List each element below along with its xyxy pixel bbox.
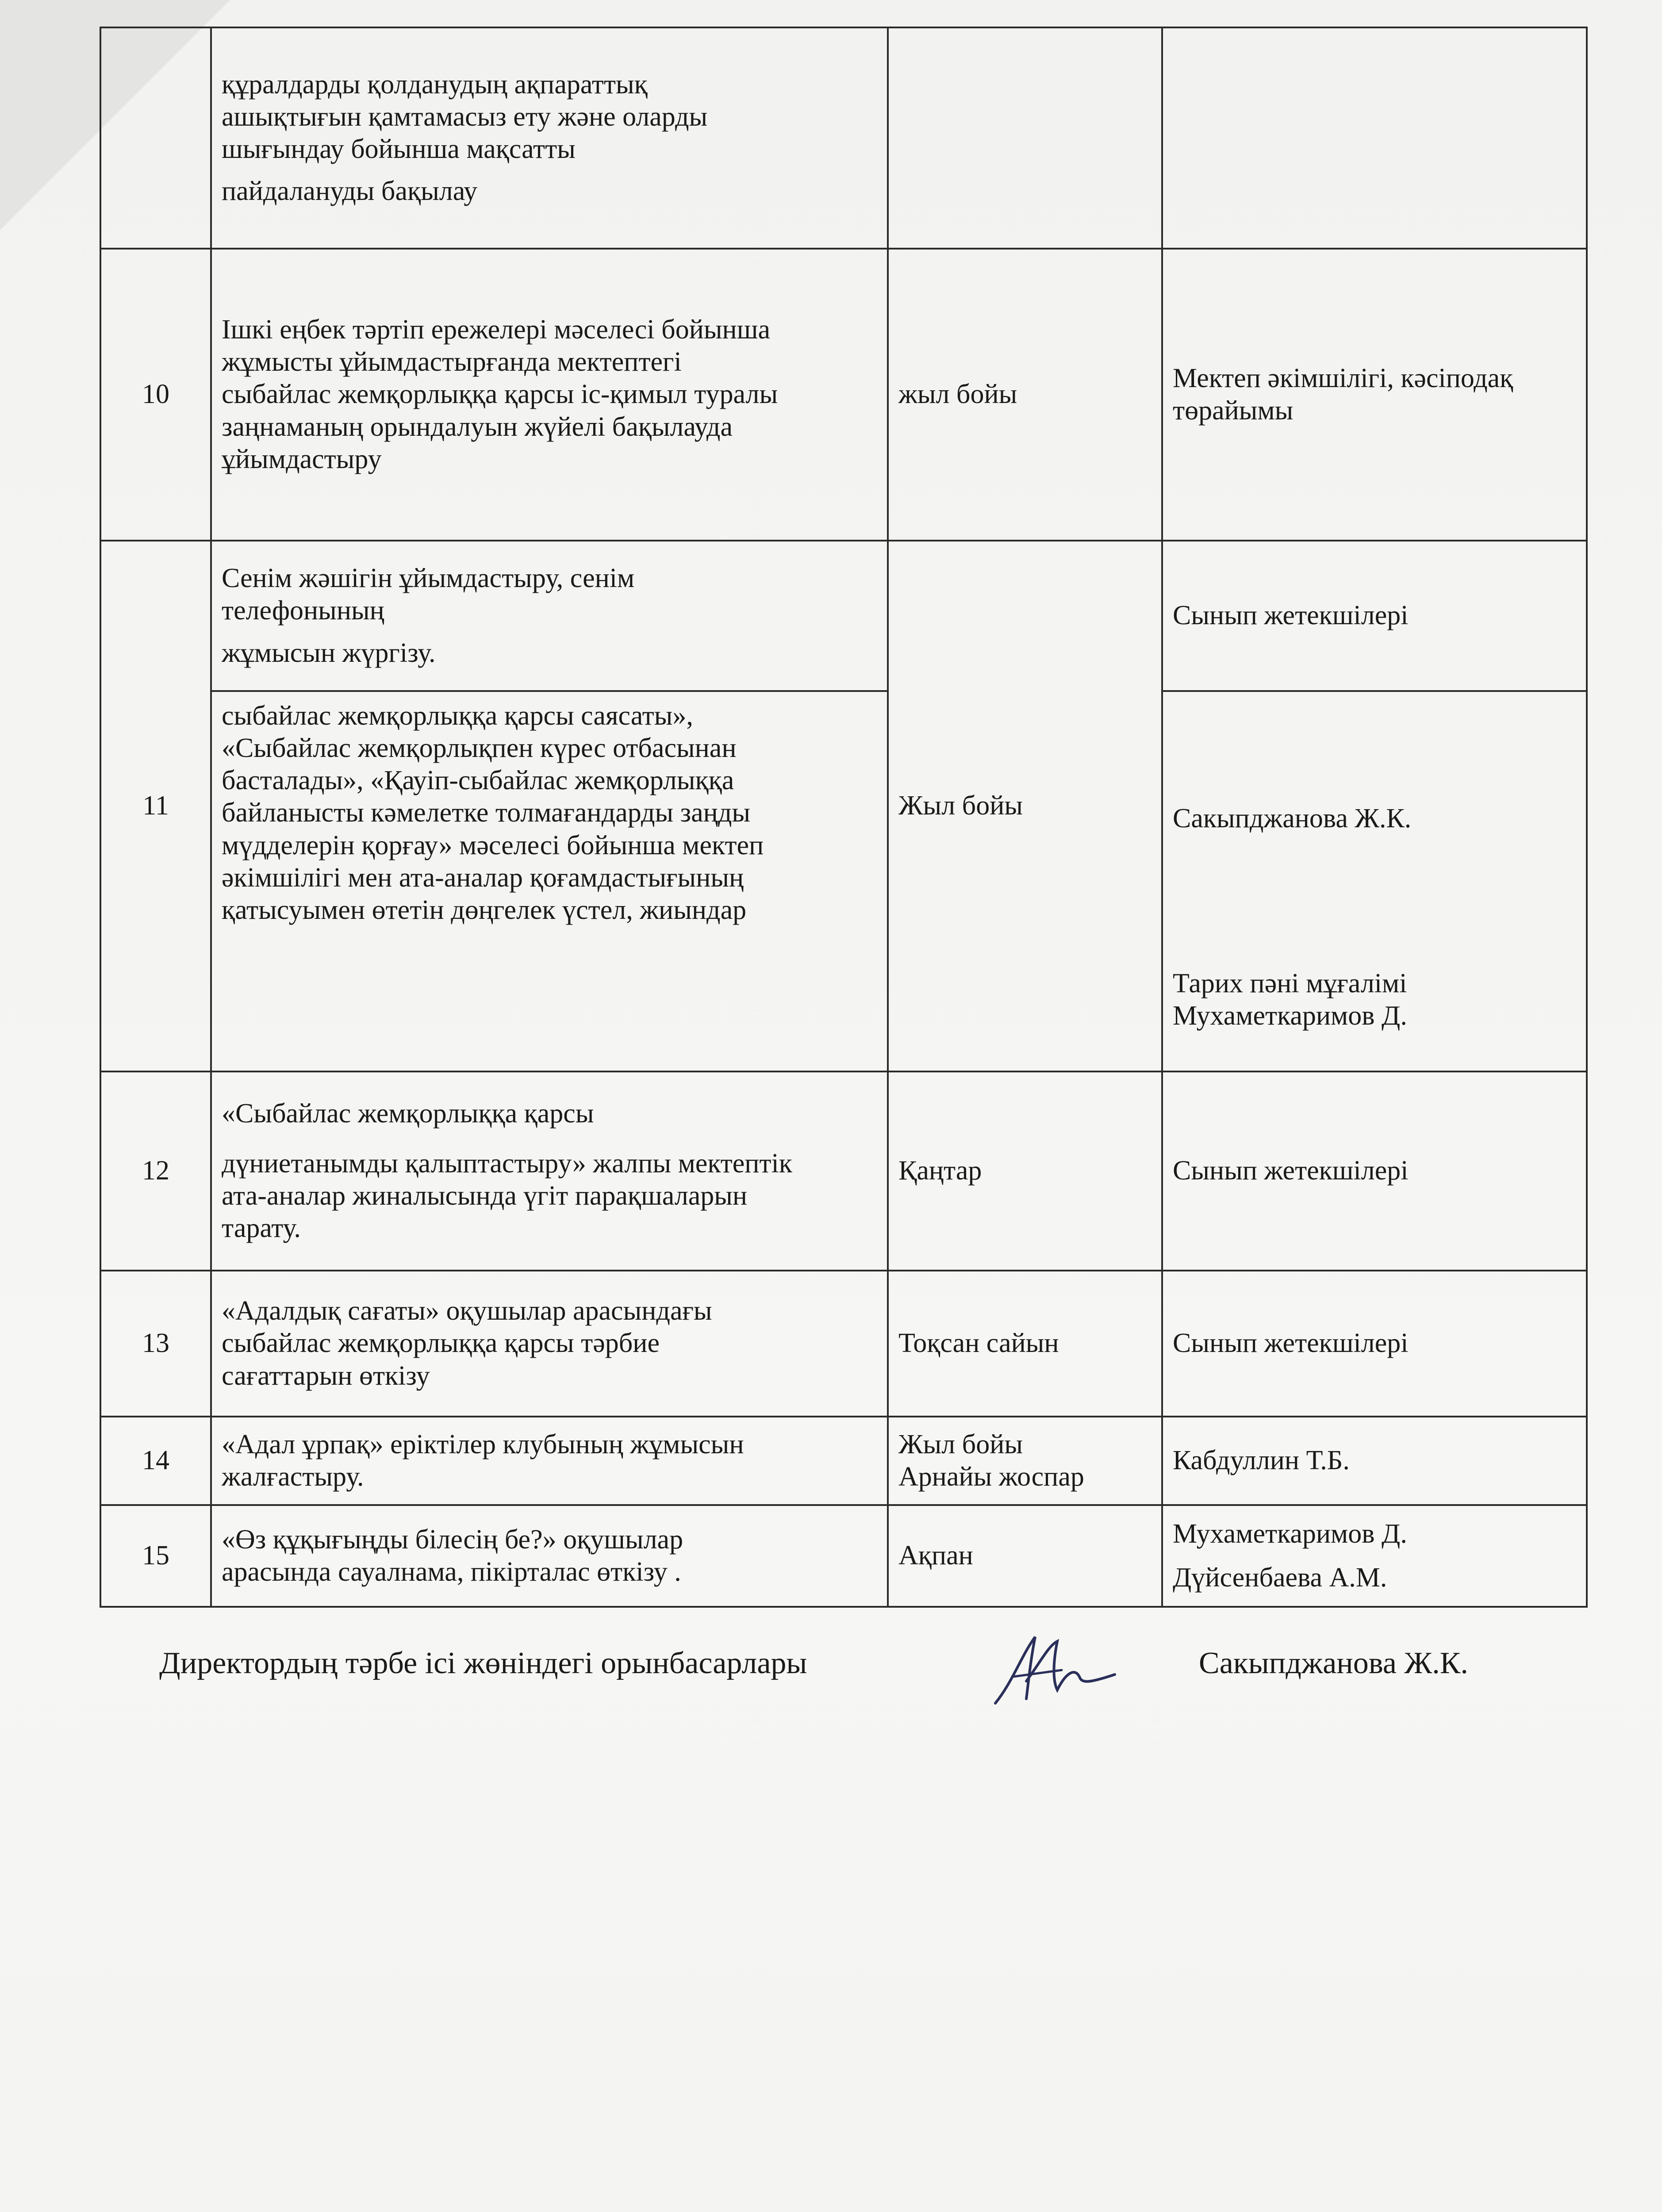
activity-line: жұмысын жүргізу.	[222, 637, 436, 668]
table-row	[100, 1271, 1587, 1417]
activity-line: телефонының	[222, 595, 384, 626]
term-cell: Тоқсан сайын	[888, 1271, 1162, 1417]
activity-cell	[211, 1417, 888, 1505]
responsible-line: Мектеп әкімшілігі, кәсіподақ	[1173, 363, 1513, 393]
row-number: 14	[100, 1417, 211, 1505]
activity-line: ұйымдастыру	[222, 444, 382, 474]
term-cell: жыл бойы	[888, 249, 1162, 541]
responsible-line: Мухаметкаримов Д.	[1173, 1518, 1407, 1549]
activity-line: «Сыбайлас жемқорлықпен күрес отбасынан	[222, 733, 737, 764]
responsible-cell	[1162, 691, 1587, 1071]
signer-name: Сакыпджанова Ж.К.	[1199, 1646, 1468, 1680]
responsible-line: Сакыпджанова Ж.К.	[1173, 803, 1412, 833]
responsible-cell	[1162, 249, 1587, 541]
table-row	[100, 691, 1587, 1071]
activity-line: ашықтығын қамтамасыз ету және оларды	[222, 101, 708, 132]
responsible-cell	[1162, 1071, 1587, 1271]
responsible-line: Сынып жетекшілері	[1173, 1156, 1409, 1186]
activity-cell	[211, 27, 888, 249]
activity-line: заңнаманың орындалуын жүйелі бақылауда	[222, 411, 733, 442]
term-cell: Жыл бойы	[888, 541, 1162, 1071]
activity-line: құралдарды қолданудың ақпараттық	[222, 69, 648, 100]
responsible-line: Кабдуллин Т.Б.	[1173, 1445, 1350, 1476]
activity-cell	[211, 691, 888, 1071]
activity-line: «Адалдық сағаты» оқушылар арасындағы	[222, 1296, 712, 1326]
activity-cell	[211, 1071, 888, 1271]
activity-line: сыбайлас жемқорлыққа қарсы саясаты»,	[222, 701, 693, 731]
activity-line: әкімшілігі мен ата-аналар қоғамдастығының	[222, 862, 744, 893]
table-row	[100, 27, 1587, 249]
row-number: 10	[100, 249, 211, 541]
responsible-line: төрайымы	[1173, 396, 1294, 426]
responsible-line: Тарих пәні мұғалімі	[1173, 968, 1407, 999]
activity-line: пайдалануды бақылау	[222, 176, 478, 207]
activity-cell	[211, 1505, 888, 1607]
row-number: 15	[100, 1505, 211, 1607]
responsible-cell: Сынып жетекшілері	[1162, 541, 1587, 691]
responsible-cell	[1162, 1271, 1587, 1417]
term-cell: Қаңтар	[888, 1071, 1162, 1271]
responsible-cell	[1162, 1505, 1587, 1607]
table-row	[100, 249, 1587, 541]
activity-cell	[211, 1271, 888, 1417]
activity-line: «Адал ұрпақ» еріктілер клубының жұмысын	[222, 1429, 744, 1459]
term-cell	[888, 27, 1162, 249]
activity-line: жұмысты ұйымдастырғанда мектептегі	[222, 347, 682, 377]
row-number	[100, 27, 211, 249]
handwritten-signature	[986, 1628, 1119, 1708]
activity-line: дүниетанымды қалыптастыру» жалпы мектептік	[222, 1148, 792, 1179]
row-number: 12	[100, 1071, 211, 1271]
responsible-cell	[1162, 1417, 1587, 1505]
activity-cell	[211, 249, 888, 541]
activity-line: Ішкі еңбек тәртіп ережелері мәселесі бойынша	[222, 315, 770, 345]
activity-cell	[211, 541, 888, 691]
activity-line: шығындау бойынша мақсатты	[222, 134, 576, 164]
activity-line: ата-аналар жиналысында үгіт парақшаларын	[222, 1181, 748, 1211]
responsible-line: Сынып жетекшілері	[1173, 1328, 1409, 1359]
activity-line: сағаттарын өткізу	[222, 1360, 430, 1391]
activity-line: мүдделерін қорғау» мәселесі бойынша мектеп	[222, 830, 764, 860]
responsible-line: Мухаметкаримов Д.	[1173, 1001, 1407, 1031]
activity-line: Сенім жәшігін ұйымдастыру, сенім	[222, 563, 635, 594]
activity-line: сыбайлас жемқорлыққа қарсы іс-қимыл туралы	[222, 379, 778, 410]
term-cell	[888, 1417, 1162, 1505]
term-cell: Ақпан	[888, 1505, 1162, 1607]
plan-table	[100, 27, 1588, 1608]
table-row	[100, 541, 1587, 691]
activity-line: басталады», «Қауіп-сыбайлас жемқорлыққа	[222, 765, 734, 796]
activity-line: сыбайлас жемқорлыққа қарсы тәрбие	[222, 1328, 660, 1359]
signature-block	[159, 1646, 1531, 1699]
activity-line: қатысуымен өтетін дөңгелек үстел, жиындар	[222, 895, 747, 925]
activity-line: «Сыбайлас жемқорлыққа қарсы	[222, 1098, 594, 1129]
activity-line: жалғастыру.	[222, 1462, 364, 1492]
term-line: Жыл бойы	[898, 1429, 1023, 1459]
activity-line: тарату.	[222, 1213, 301, 1244]
responsible-line: Дүйсенбаева А.М.	[1173, 1563, 1387, 1593]
activity-line: арасында сауалнама, пікірталас өткізу .	[222, 1557, 681, 1587]
table-row	[100, 1071, 1587, 1271]
table-row	[100, 1417, 1587, 1505]
activity-line: байланысты кәмелетке толмағандарды заңды	[222, 798, 751, 828]
term-line: Арнайы жоспар	[898, 1462, 1084, 1492]
activity-line: «Өз құқығыңды білесің бе?» оқушылар	[222, 1524, 683, 1555]
table-row	[100, 1505, 1587, 1607]
row-number: 13	[100, 1271, 211, 1417]
signer-title: Директордың тәрбе ісі жөніндегі орынбасарлары	[159, 1646, 807, 1680]
responsible-cell	[1162, 27, 1587, 249]
row-number: 11	[100, 541, 211, 1071]
